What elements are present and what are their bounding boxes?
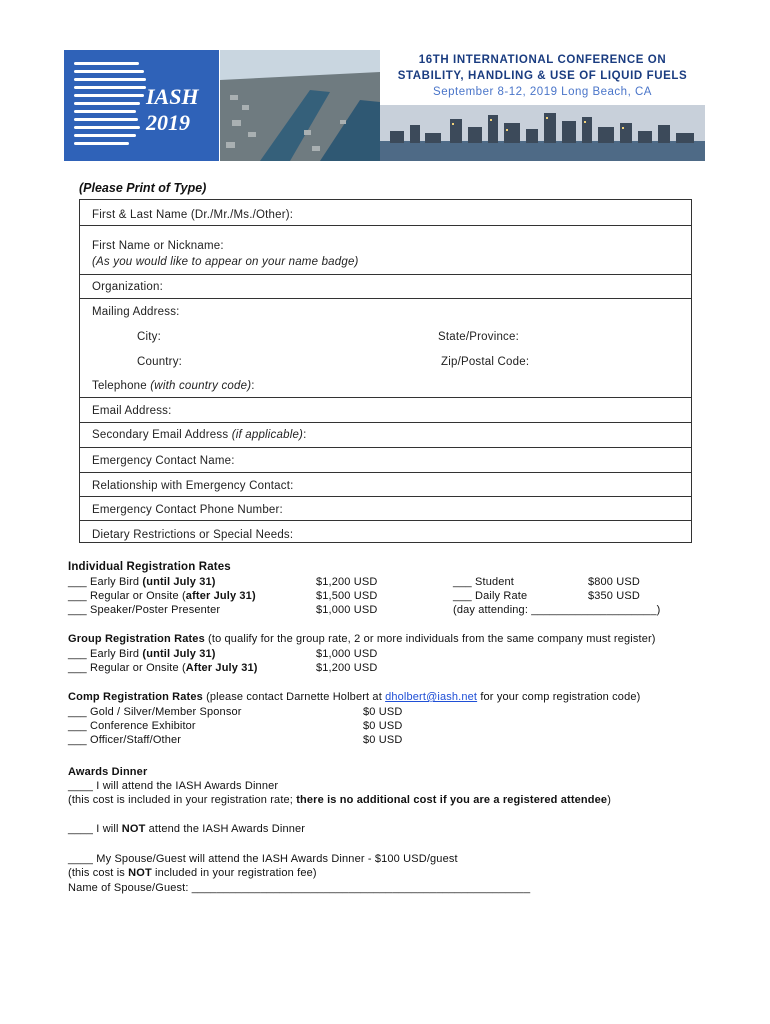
registration-form — [79, 199, 692, 543]
organization-field[interactable]: Organization: — [92, 281, 163, 293]
comp-note: (please contact Darnette Holbert at — [202, 691, 386, 703]
nickname-field[interactable]: First Name or Nickname: — [92, 240, 224, 252]
group-regular-price: $1,200 USD — [316, 662, 378, 674]
telephone-field[interactable] — [92, 380, 255, 392]
city-skyline-photo — [380, 105, 705, 161]
mailing-address-field[interactable]: Mailing Address: — [92, 306, 180, 318]
comp-exhibitor-option[interactable]: ___ Conference Exhibitor — [68, 720, 196, 732]
comp-officer-price: $0 USD — [363, 734, 403, 746]
note-bold: there is no additional cost if you are a registered attendee — [296, 794, 608, 806]
option-date: after July 31) — [185, 590, 256, 602]
spouse-name-field[interactable]: Name of Spouse/Guest: ______________________________________________________ — [68, 882, 531, 894]
individual-early-bird-price: $1,200 USD — [316, 576, 378, 588]
individual-regular-option[interactable] — [68, 590, 256, 602]
iash-logo — [64, 50, 219, 161]
individual-regular-price: $1,500 USD — [316, 590, 378, 602]
awards-dinner-heading: Awards Dinner — [68, 766, 148, 778]
not-attend-dinner-option[interactable] — [68, 823, 305, 835]
telephone-label: Telephone — [92, 380, 151, 392]
dietary-field[interactable]: Dietary Restrictions or Special Needs: — [92, 529, 294, 541]
option-label: ___ Regular or Onsite ( — [68, 662, 186, 674]
group-rates-heading — [68, 633, 656, 645]
comp-sponsor-option[interactable]: ___ Gold / Silver/Member Sponsor — [68, 706, 242, 718]
option-label: ___ Early Bird — [68, 576, 143, 588]
logo-title: IASH — [146, 84, 199, 109]
row-divider — [80, 496, 691, 497]
zip-field[interactable]: Zip/Postal Code: — [441, 356, 530, 368]
comp-contact-email-link[interactable]: dholbert@iash.net — [385, 691, 478, 703]
secondary-email-colon: : — [303, 429, 307, 441]
attend-dinner-option[interactable]: ____ I will attend the IASH Awards Dinner — [68, 780, 279, 792]
relationship-field[interactable]: Relationship with Emergency Contact: — [92, 480, 294, 492]
row-divider — [80, 298, 691, 299]
comp-rates-heading — [68, 691, 640, 703]
emergency-phone-field[interactable]: Emergency Contact Phone Number: — [92, 504, 283, 516]
speaker-presenter-option[interactable]: ___ Speaker/Poster Presenter — [68, 604, 221, 616]
conference-title-line1: 16TH INTERNATIONAL CONFERENCE ON — [418, 54, 667, 66]
note-text: (this cost is — [68, 867, 129, 879]
individual-rates-heading: Individual Registration Rates — [68, 561, 231, 573]
secondary-email-label: Secondary Email Address — [92, 429, 232, 441]
row-divider — [80, 447, 691, 448]
group-early-bird-option[interactable] — [68, 648, 216, 660]
emergency-contact-name-field[interactable]: Emergency Contact Name: — [92, 455, 235, 467]
nickname-hint: (As you would like to appear on your name badge) — [92, 256, 359, 268]
option-date: (until July 31) — [142, 648, 216, 660]
comp-officer-option[interactable]: ___ Officer/Staff/Other — [68, 734, 182, 746]
comp-note-end: for your comp registration code) — [477, 691, 641, 703]
group-early-bird-price: $1,000 USD — [316, 648, 378, 660]
option-emphasis: NOT — [121, 823, 146, 835]
student-price: $800 USD — [588, 576, 640, 588]
day-attending-field[interactable]: (day attending: ____________________) — [453, 604, 661, 616]
conference-date-location: September 8-12, 2019 Long Beach, CA — [433, 86, 652, 98]
note-end: included in your registration fee) — [151, 867, 317, 879]
state-field[interactable]: State/Province: — [438, 331, 519, 343]
option-label-end: attend the IASH Awards Dinner — [145, 823, 306, 835]
option-date: (until July 31) — [142, 576, 216, 588]
option-label: ___ Early Bird — [68, 648, 143, 660]
telephone-hint: (with country code) — [150, 380, 252, 392]
row-divider — [80, 225, 691, 226]
group-regular-option[interactable] — [68, 662, 258, 674]
option-date: After July 31) — [185, 662, 258, 674]
group-heading-text: Group Registration Rates — [68, 633, 205, 645]
daily-rate-option[interactable]: ___ Daily Rate — [453, 590, 528, 602]
dinner-cost-note — [68, 794, 611, 806]
option-label: ____ I will — [68, 823, 122, 835]
comp-heading-text: Comp Registration Rates — [68, 691, 203, 703]
daily-rate-price: $350 USD — [588, 590, 640, 602]
note-bold: NOT — [128, 867, 152, 879]
comp-exhibitor-price: $0 USD — [363, 720, 403, 732]
harbor-aerial-photo — [220, 50, 380, 161]
print-instruction: (Please Print of Type) — [79, 181, 207, 195]
logo-year: 2019 — [146, 110, 190, 135]
row-divider — [80, 422, 691, 423]
name-field[interactable]: First & Last Name (Dr./Mr./Ms./Other): — [92, 209, 294, 221]
speaker-presenter-price: $1,000 USD — [316, 604, 378, 616]
group-note: (to qualify for the group rate, 2 or more individuals from the same company must register) — [204, 633, 656, 645]
row-divider — [80, 397, 691, 398]
spouse-guest-option[interactable]: ____ My Spouse/Guest will attend the IASH Awards Dinner - $100 USD/guest — [68, 853, 458, 865]
option-label: ___ Regular or Onsite ( — [68, 590, 186, 602]
row-divider — [80, 274, 691, 275]
conference-title-line2: STABILITY, HANDLING & USE OF LIQUID FUELS — [397, 70, 688, 82]
note-text: (this cost is included in your registration rate; — [68, 794, 297, 806]
email-field[interactable]: Email Address: — [92, 405, 172, 417]
student-option[interactable]: ___ Student — [453, 576, 514, 588]
country-field[interactable]: Country: — [137, 356, 183, 368]
individual-early-bird-option[interactable] — [68, 576, 216, 588]
telephone-colon: : — [251, 380, 255, 392]
comp-sponsor-price: $0 USD — [363, 706, 403, 718]
secondary-email-field[interactable] — [92, 429, 307, 441]
spouse-fee-note — [68, 867, 317, 879]
note-end: ) — [607, 794, 612, 806]
secondary-email-hint: (if applicable) — [231, 429, 304, 441]
row-divider — [80, 472, 691, 473]
row-divider — [80, 520, 691, 521]
city-field[interactable]: City: — [137, 331, 161, 343]
